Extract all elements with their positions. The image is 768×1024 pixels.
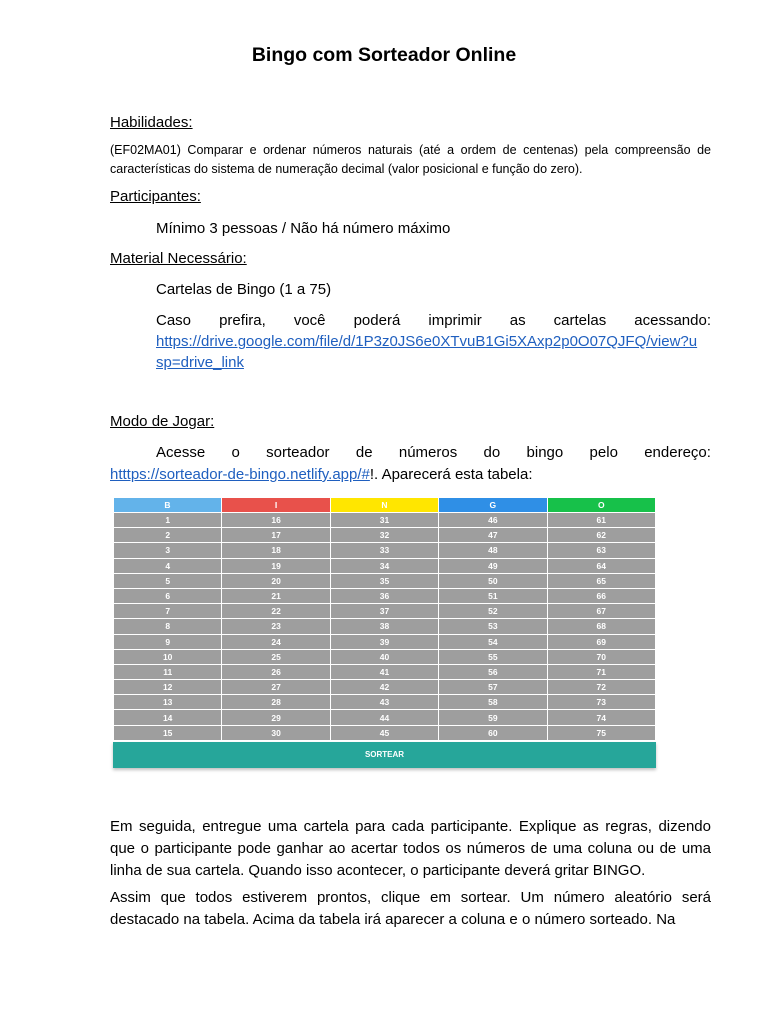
bingo-number-cell: 53: [439, 619, 547, 634]
modo-paragraph: [110, 442, 711, 486]
bingo-number-cell: 36: [330, 588, 438, 603]
bingo-number-cell: 61: [547, 513, 655, 528]
bingo-number-cell: 12: [114, 680, 222, 695]
bingo-number-cell: 27: [222, 680, 330, 695]
bingo-row: [114, 725, 656, 740]
bingo-number-cell: 38: [330, 619, 438, 634]
bingo-number-cell: 5: [114, 573, 222, 588]
material-print-line: [156, 310, 711, 331]
drive-link-line2[interactable]: sp=drive_link: [156, 354, 244, 371]
page-title: Bingo com Sorteador Online: [251, 44, 517, 66]
word: cartelas: [553, 312, 607, 329]
participantes-text: Mínimo 3 pessoas / Não há número máximo: [156, 220, 451, 237]
bingo-number-cell: 54: [439, 634, 547, 649]
bingo-number-cell: 50: [439, 573, 547, 588]
bingo-number-cell: 30: [222, 725, 330, 740]
bingo-table: [113, 498, 656, 741]
bingo-number-cell: 13: [114, 695, 222, 710]
bingo-number-cell: 44: [330, 710, 438, 725]
bingo-number-cell: 17: [222, 528, 330, 543]
modo-after-link: !. Aparecerá esta tabela:: [369, 466, 533, 483]
bingo-number-cell: 72: [547, 680, 655, 695]
participantes-heading: Participantes:: [110, 188, 201, 205]
paragraph-1: Em seguida, entregue uma cartela para cada participante. Explique as regras, dizendo que o participante pode ganhar ao acertar todos os números de uma coluna ou de uma linha de sua cartela. Quando isso acontecer, o participante deverá gritar BINGO.: [110, 818, 711, 879]
bingo-number-cell: 60: [439, 725, 547, 740]
bingo-row: [114, 649, 656, 664]
bingo-table-body: [114, 513, 656, 741]
bingo-number-cell: 4: [114, 558, 222, 573]
sortear-button[interactable]: SORTEAR: [113, 742, 656, 768]
bingo-row: [114, 634, 656, 649]
bingo-number-cell: 15: [114, 725, 222, 740]
bingo-header-row: [114, 498, 656, 513]
bingo-row: [114, 604, 656, 619]
word: acessando:: [634, 312, 711, 329]
bingo-number-cell: 28: [222, 695, 330, 710]
bingo-number-cell: 22: [222, 604, 330, 619]
bingo-number-cell: 37: [330, 604, 438, 619]
bingo-number-cell: 46: [439, 513, 547, 528]
bingo-number-cell: 65: [547, 573, 655, 588]
bingo-row: [114, 513, 656, 528]
habilidades-text: (EF02MA01) Comparar e ordenar números naturais (até a ordem de centenas) pela compreensão de características do sistema de numeração decimal (valor posicional e função do zero).: [110, 143, 711, 176]
bingo-number-cell: 74: [547, 710, 655, 725]
bingo-number-cell: 41: [330, 664, 438, 679]
word: você: [293, 312, 326, 329]
bingo-row: [114, 680, 656, 695]
material-heading: Material Necessário:: [110, 250, 247, 267]
paragraph-2: Assim que todos estiverem prontos, clique em sortear. Um número aleatório será destacado na tabela. Acima da tabela irá aparecer a coluna e o número sorteado. Na: [110, 889, 711, 928]
bingo-number-cell: 31: [330, 513, 438, 528]
bingo-row: [114, 558, 656, 573]
drive-link[interactable]: [156, 331, 711, 373]
word: pelo: [589, 444, 618, 461]
bingo-number-cell: 49: [439, 558, 547, 573]
word: as: [509, 312, 526, 329]
word: de: [355, 444, 373, 461]
bingo-number-cell: 32: [330, 528, 438, 543]
habilidades-heading: Habilidades:: [110, 114, 193, 131]
bingo-header-i: I: [222, 498, 330, 513]
word: endereço:: [644, 444, 711, 461]
bingo-header-b: B: [114, 498, 222, 513]
word: imprimir: [428, 312, 482, 329]
word: do: [483, 444, 501, 461]
bingo-number-cell: 24: [222, 634, 330, 649]
bingo-number-cell: 35: [330, 573, 438, 588]
bingo-number-cell: 16: [222, 513, 330, 528]
bingo-number-cell: 1: [114, 513, 222, 528]
bingo-number-cell: 2: [114, 528, 222, 543]
bingo-number-cell: 45: [330, 725, 438, 740]
material-item: Cartelas de Bingo (1 a 75): [156, 281, 332, 298]
bingo-number-cell: 6: [114, 588, 222, 603]
word: sorteador: [266, 444, 330, 461]
bingo-number-cell: 67: [547, 604, 655, 619]
bingo-number-cell: 71: [547, 664, 655, 679]
bingo-number-cell: 64: [547, 558, 655, 573]
word: poderá: [353, 312, 401, 329]
bingo-number-cell: 21: [222, 588, 330, 603]
bingo-number-cell: 75: [547, 725, 655, 740]
drive-link-line1[interactable]: https://drive.google.com/file/d/1P3z0JS6e0XTvuB1Gi5XAxp2p0O07QJFQ/view?u: [156, 333, 698, 350]
bingo-row: [114, 588, 656, 603]
bingo-number-cell: 40: [330, 649, 438, 664]
bingo-number-cell: 70: [547, 649, 655, 664]
bingo-number-cell: 39: [330, 634, 438, 649]
bingo-number-cell: 7: [114, 604, 222, 619]
bingo-table-screenshot: [113, 498, 656, 768]
word: Caso: [156, 312, 192, 329]
word: números: [398, 444, 458, 461]
bingo-number-cell: 56: [439, 664, 547, 679]
bingo-row: [114, 619, 656, 634]
bingo-number-cell: 33: [330, 543, 438, 558]
bingo-number-cell: 51: [439, 588, 547, 603]
bingo-row: [114, 573, 656, 588]
bingo-number-cell: 47: [439, 528, 547, 543]
sorteador-link[interactable]: htttps://sorteador-de-bingo.netlify.app/#: [110, 466, 370, 483]
bingo-number-cell: 14: [114, 710, 222, 725]
word: prefira,: [219, 312, 266, 329]
bingo-number-cell: 29: [222, 710, 330, 725]
bingo-number-cell: 18: [222, 543, 330, 558]
bingo-number-cell: 69: [547, 634, 655, 649]
bingo-header-n: N: [330, 498, 438, 513]
bingo-number-cell: 66: [547, 588, 655, 603]
bingo-number-cell: 59: [439, 710, 547, 725]
bingo-number-cell: 9: [114, 634, 222, 649]
bingo-number-cell: 73: [547, 695, 655, 710]
bingo-number-cell: 68: [547, 619, 655, 634]
modo-heading: Modo de Jogar:: [110, 413, 215, 430]
word: Acesse: [156, 444, 206, 461]
bingo-number-cell: 55: [439, 649, 547, 664]
bingo-row: [114, 543, 656, 558]
bingo-number-cell: 42: [330, 680, 438, 695]
bingo-row: [114, 695, 656, 710]
bingo-number-cell: 23: [222, 619, 330, 634]
bingo-number-cell: 11: [114, 664, 222, 679]
bingo-number-cell: 57: [439, 680, 547, 695]
bingo-number-cell: 58: [439, 695, 547, 710]
bingo-number-cell: 25: [222, 649, 330, 664]
modo-line: [110, 442, 711, 464]
bingo-row: [114, 528, 656, 543]
bingo-number-cell: 3: [114, 543, 222, 558]
bingo-number-cell: 63: [547, 543, 655, 558]
bingo-row: [114, 710, 656, 725]
bingo-number-cell: 20: [222, 573, 330, 588]
word: bingo: [526, 444, 564, 461]
word: o: [231, 444, 240, 461]
bingo-number-cell: 52: [439, 604, 547, 619]
bingo-number-cell: 8: [114, 619, 222, 634]
bingo-header-o: O: [547, 498, 655, 513]
bingo-number-cell: 34: [330, 558, 438, 573]
bingo-number-cell: 10: [114, 649, 222, 664]
bingo-number-cell: 43: [330, 695, 438, 710]
bingo-row: [114, 664, 656, 679]
bingo-number-cell: 19: [222, 558, 330, 573]
bingo-number-cell: 48: [439, 543, 547, 558]
bingo-header-g: G: [439, 498, 547, 513]
modo-line-2: [110, 464, 711, 486]
bingo-number-cell: 62: [547, 528, 655, 543]
bingo-number-cell: 26: [222, 664, 330, 679]
material-print-paragraph: [156, 310, 711, 373]
